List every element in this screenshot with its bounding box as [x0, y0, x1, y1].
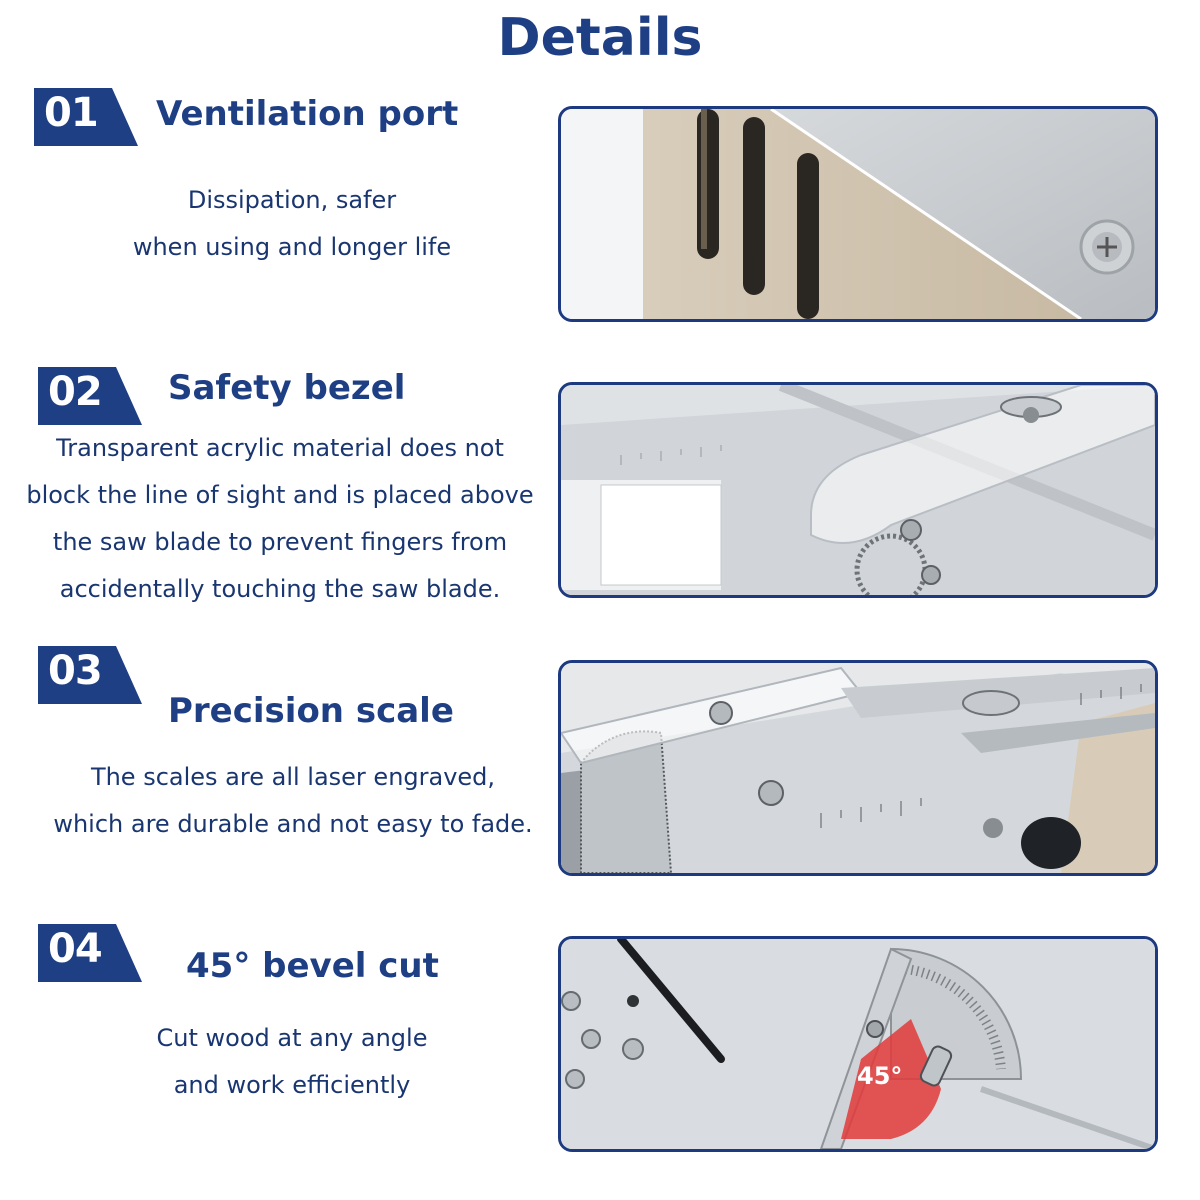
- page-title: Details: [497, 8, 703, 68]
- description-line: block the line of sight and is placed above: [26, 481, 534, 509]
- section-description: [30, 754, 556, 848]
- section-number: 03: [48, 648, 102, 694]
- section-number-badge: [38, 646, 142, 704]
- bevel-cut-photo: [558, 936, 1158, 1152]
- section-number: 01: [44, 90, 98, 136]
- section-number: 04: [48, 926, 102, 972]
- section-number: 02: [48, 369, 102, 415]
- description-line: Dissipation, safer: [187, 186, 397, 214]
- safety-bezel-photo: [558, 382, 1158, 598]
- description-line: when using and longer life: [132, 233, 452, 261]
- section-heading: Ventilation port: [156, 94, 459, 134]
- description-line: the saw blade to prevent fingers from: [52, 528, 508, 556]
- description-line: The scales are all laser engraved,: [90, 763, 496, 791]
- description-line: and work efficiently: [173, 1071, 411, 1099]
- section-description: [40, 177, 544, 271]
- section-number-badge: [38, 367, 142, 425]
- angle-label: 45°: [857, 1062, 903, 1090]
- section-heading: Safety bezel: [168, 368, 406, 408]
- precision-scale-photo: [558, 660, 1158, 876]
- section-description: [40, 1015, 544, 1109]
- section-number-badge: [38, 924, 142, 982]
- section-description: [4, 425, 556, 613]
- description-line: Transparent acrylic material does not: [56, 434, 504, 462]
- section-number-badge: [34, 88, 138, 146]
- description-line: accidentally touching the saw blade.: [59, 575, 501, 603]
- ventilation-port-photo: [558, 106, 1158, 322]
- section-heading: 45° bevel cut: [186, 946, 439, 986]
- description-line: which are durable and not easy to fade.: [53, 810, 533, 838]
- description-line: Cut wood at any angle: [156, 1024, 428, 1052]
- section-heading: Precision scale: [168, 691, 454, 731]
